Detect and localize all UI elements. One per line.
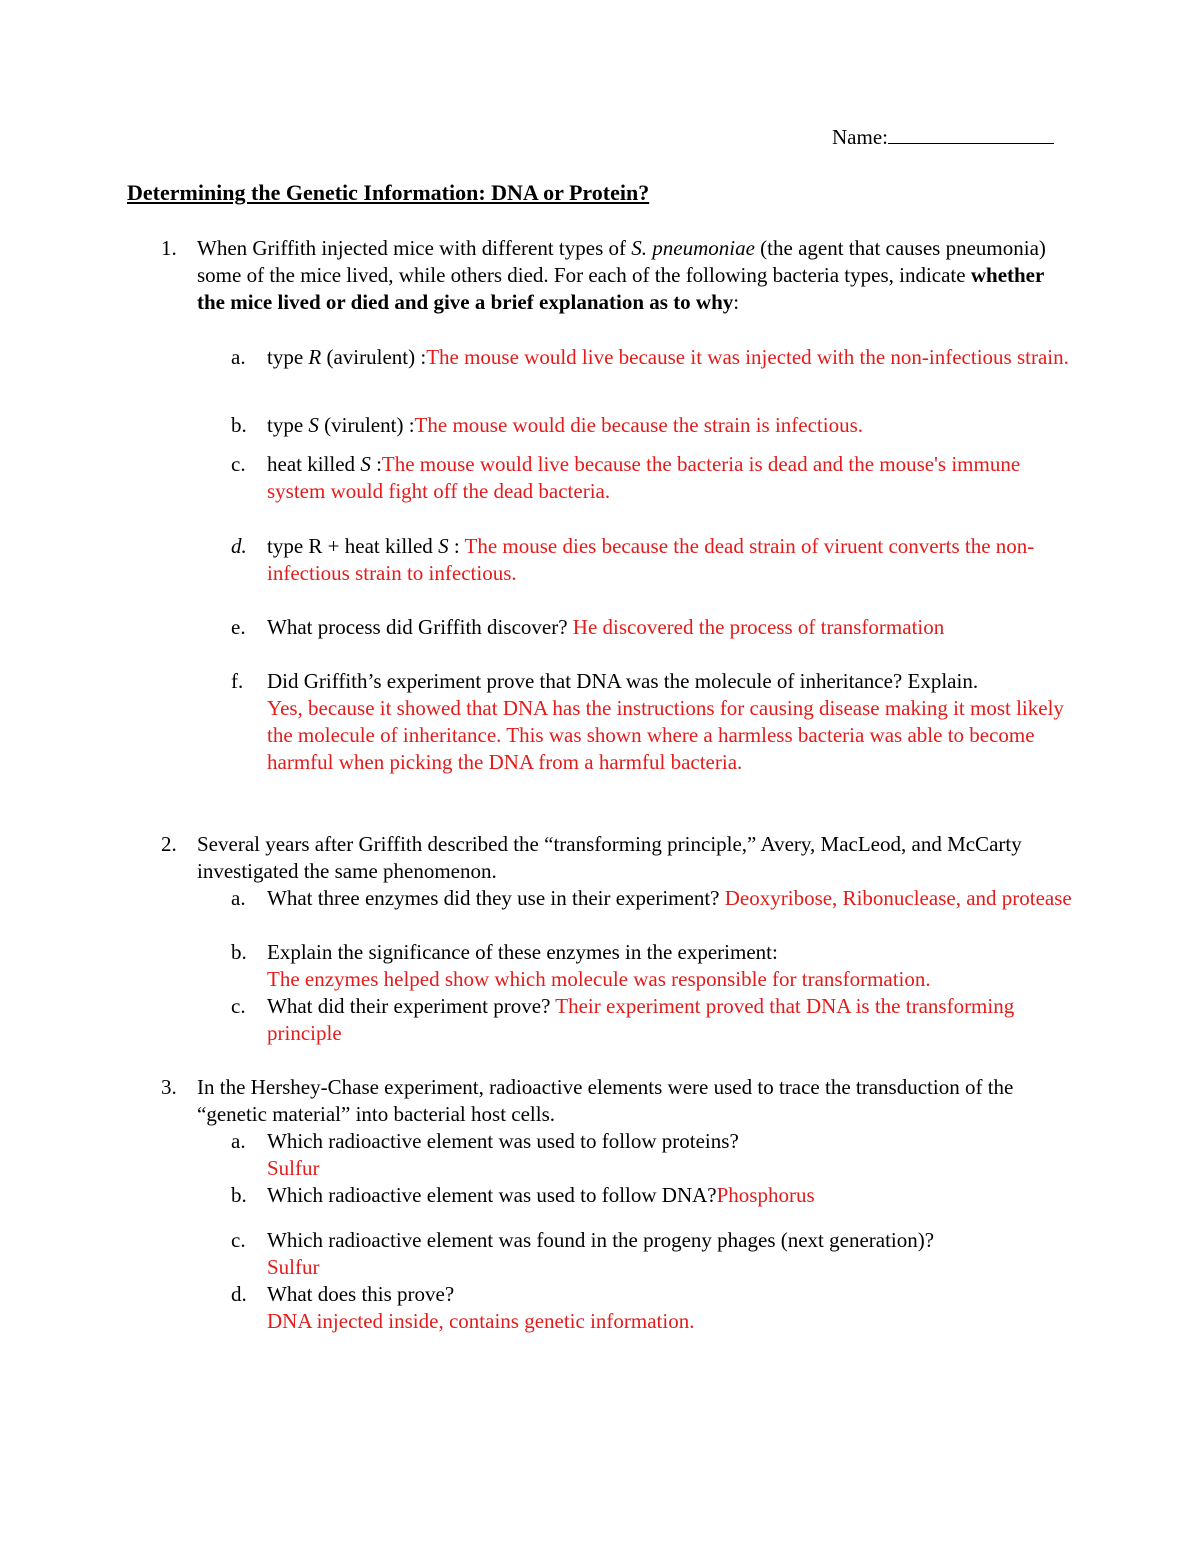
q3-item-b <box>231 1182 1077 1209</box>
strain-name: R <box>308 345 322 369</box>
question-text: (the agent that causes pneumonia) some of the mice lived, while others died. For each of the following bacteria types, indicate <box>197 236 1046 287</box>
answer-text: Sulfur <box>267 1255 320 1279</box>
q2-item-c <box>231 993 1077 1047</box>
question-number: 2. <box>161 832 177 856</box>
question-2 <box>161 831 1077 885</box>
item-letter: c. <box>231 1228 246 1252</box>
answer-text: Yes, because it showed that DNA has the instructions for causing disease making it most likely the molecule of inheritance. This was shown where a harmless bacteria was able to become harmful when picking the DNA from a harmful bacteria. <box>267 696 1064 774</box>
question-number: 3. <box>161 1075 177 1099</box>
worksheet-title: Determining the Genetic Information: DNA or Protein? <box>127 180 650 205</box>
item-letter: d. <box>231 1282 247 1306</box>
q1-item-a <box>231 344 1077 371</box>
item-question: type R + heat killed <box>267 534 439 558</box>
question-text: Several years after Griffith described the “transforming principle,” Avery, MacLeod, and McCarty investigated the same phenomenon. <box>197 832 1022 883</box>
question-emphasis: whether the mice lived or died and give a brief explanation as to why <box>197 263 1044 314</box>
answer-text: Their experiment proved that DNA is the transforming principle <box>267 994 1015 1045</box>
q1-item-b <box>231 412 1077 439</box>
item-question: Did Griffith’s experiment prove that DNA was the molecule of inheritance? Explain. <box>267 669 979 693</box>
item-letter: f. <box>231 669 244 693</box>
item-question: heat killed <box>267 452 361 476</box>
q1-item-e <box>231 614 1077 641</box>
item-question: type <box>267 345 309 369</box>
name-label: Name: <box>832 125 888 149</box>
question-1 <box>161 235 1077 316</box>
answer-text: The mouse would live because the bacteria is dead and the mouse's immune system would fight off the dead bacteria. <box>267 452 1021 503</box>
q3-item-d <box>231 1281 1077 1335</box>
strain-name: S <box>308 413 319 437</box>
q1-item-c <box>231 451 1077 505</box>
answer-text: The mouse would live because it was injected with the non-infectious strain. <box>426 345 1069 369</box>
item-question: (virulent) : <box>318 413 415 437</box>
item-question: What did their experiment prove? <box>267 994 556 1018</box>
strain-name: S <box>438 534 449 558</box>
question-number: 1. <box>161 236 177 260</box>
q2-item-b <box>231 939 1077 993</box>
answer-text: Sulfur <box>267 1156 320 1180</box>
answer-text: He discovered the process of transformation <box>572 615 945 639</box>
answer-text: The mouse would die because the strain is infectious. <box>414 413 864 437</box>
question-text: : <box>733 290 740 314</box>
item-letter: a. <box>231 1129 246 1153</box>
species-name: S. pneumoniae <box>631 236 755 260</box>
item-question: What three enzymes did they use in their experiment? <box>267 886 725 910</box>
q1-item-f <box>231 668 1077 776</box>
name-blank-line[interactable] <box>888 123 1054 144</box>
item-question: Which radioactive element was found in the progeny phages (next generation)? <box>267 1228 935 1252</box>
q1-item-d <box>231 533 1077 587</box>
item-letter: b. <box>231 1183 247 1207</box>
answer-text: Deoxyribose, Ribonuclease, and protease <box>724 886 1072 910</box>
question-text: When Griffith injected mice with different types of <box>197 236 632 260</box>
question-3 <box>161 1074 1077 1128</box>
question-text: In the Hershey-Chase experiment, radioactive elements were used to trace the transduction of the “genetic material” into bacterial host cells. <box>197 1075 1014 1126</box>
item-question: type <box>267 413 309 437</box>
name-field <box>832 123 1054 151</box>
item-question: What does this prove? <box>267 1282 455 1306</box>
answer-text: DNA injected inside, contains genetic information. <box>267 1309 695 1333</box>
item-question: Explain the significance of these enzymes in the experiment: <box>267 940 778 964</box>
item-question: Which radioactive element was used to follow DNA? <box>267 1183 717 1207</box>
item-letter: c. <box>231 994 246 1018</box>
item-letter: e. <box>231 615 246 639</box>
q2-item-a <box>231 885 1077 912</box>
item-letter: b. <box>231 940 247 964</box>
answer-text: The mouse dies because the dead strain of viruent converts the non-infectious strain to infectious. <box>267 534 1035 585</box>
answer-text: The enzymes helped show which molecule was responsible for transformation. <box>267 967 931 991</box>
q3-item-a <box>231 1128 1077 1182</box>
item-letter: a. <box>231 886 246 910</box>
item-letter: a. <box>231 345 246 369</box>
item-letter: d. <box>231 534 247 558</box>
item-letter: b. <box>231 413 247 437</box>
item-letter: c. <box>231 452 246 476</box>
item-question: Which radioactive element was used to follow proteins? <box>267 1129 739 1153</box>
item-question: : <box>448 534 465 558</box>
item-question: : <box>370 452 382 476</box>
answer-text: Phosphorus <box>716 1183 815 1207</box>
strain-name: S <box>360 452 371 476</box>
item-question: (avirulent) : <box>321 345 427 369</box>
q3-item-c <box>231 1227 1077 1281</box>
item-question: What process did Griffith discover? <box>267 615 573 639</box>
